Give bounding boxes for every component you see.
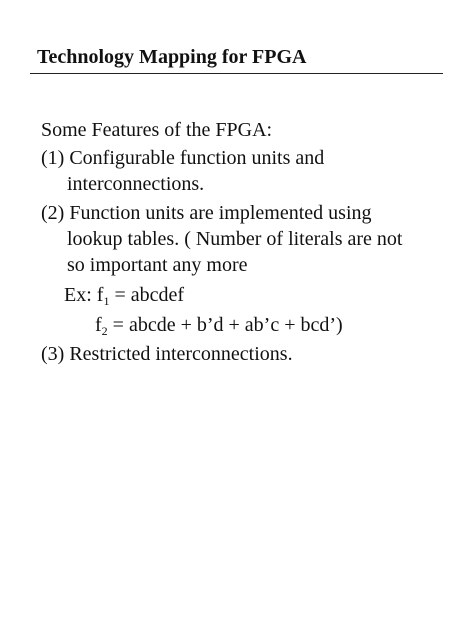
title-divider — [30, 73, 443, 74]
item-1-line-2: interconnections. — [67, 173, 205, 195]
example-f2-var: f — [95, 314, 102, 336]
slide-title: Technology Mapping for FPGA — [37, 46, 307, 68]
item-3: (3) Restricted interconnections. — [41, 343, 293, 365]
example-f2-rhs: = abcde + b’d + ab’c + bcd’) — [107, 314, 343, 336]
item-1-line-1: (1) Configurable function units and — [41, 147, 325, 169]
example-f1-prefix: Ex: f — [64, 284, 104, 306]
item-2-line-2: lookup tables. ( Number of literals are not — [67, 228, 403, 250]
example-f1 — [64, 283, 184, 307]
example-f1-subscript: 1 — [103, 294, 110, 308]
intro-text: Some Features of the FPGA: — [41, 119, 273, 141]
example-f1-rhs: = abcdef — [109, 284, 185, 306]
example-f2 — [95, 313, 343, 337]
item-2-line-3: so important any more — [67, 254, 248, 276]
example-f2-subscript: 2 — [101, 324, 108, 338]
item-2-line-1: (2) Function units are implemented using — [41, 202, 372, 224]
